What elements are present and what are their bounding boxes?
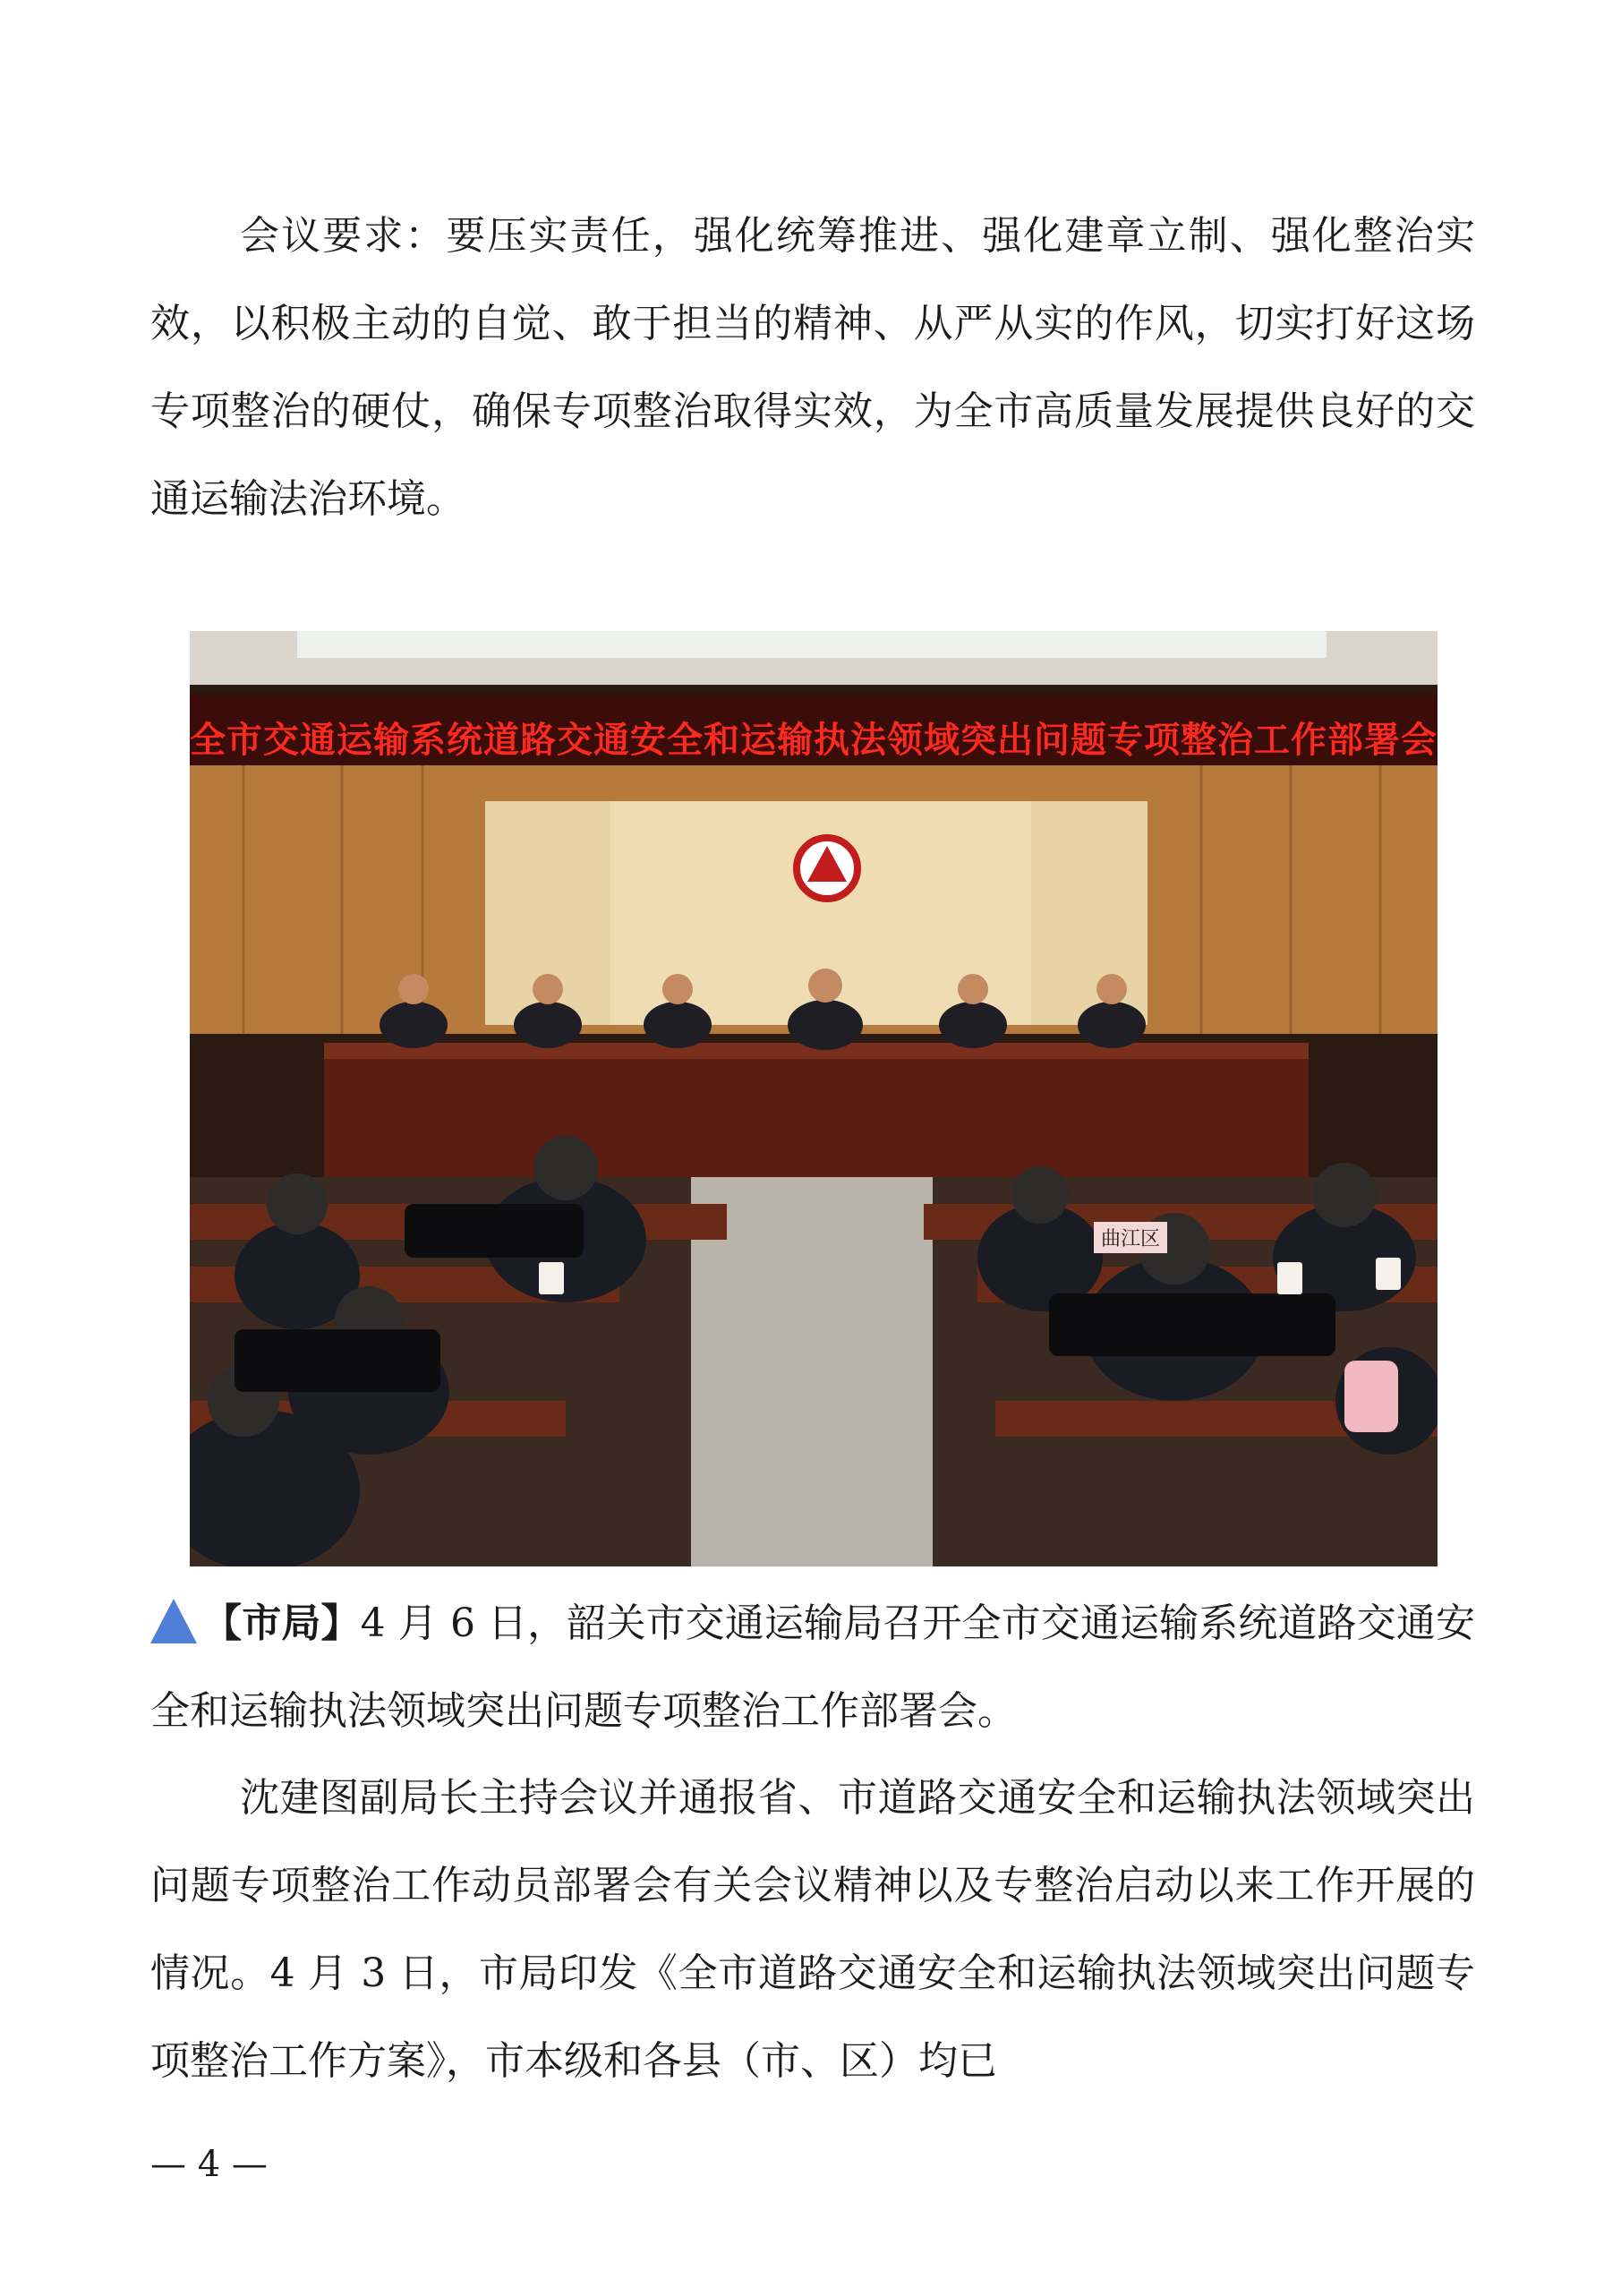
banner-title: 全市交通运输系统道路交通安全和运输执法领域突出问题专项整治工作部署会 (190, 720, 1438, 761)
body-paragraph-report: 沈建图副局长主持会议并通报省、市道路交通安全和运输执法领域突出问题专项整治工作动员部署会有关会议精神以及专整治启动以来工作开展的情况。4 月 3 日，市局印发《全市道路交通安全和运输执法领域突出问题专项整治工作方案》，市本级和各县（市、区）均已 (150, 1775, 1475, 2084)
caption-tag: 【市局】 (202, 1600, 361, 1646)
meeting-photo (190, 631, 1438, 1566)
body-paragraph-requirements: 会议要求：要压实责任，强化统筹推进、强化建章立制、强化整治实效，以积极主动的自觉、敢于担当的精神、从严从实的作风，切实打好这场专项整治的硬仗，确保专项整治取得实效，为全市高质量发展提供良好的交通运输法治环境。 (150, 213, 1475, 522)
meeting-photo-illustration (190, 631, 1438, 1566)
page-number: — 4 — (150, 2144, 268, 2185)
desk-sign: 曲江区 (1094, 1222, 1167, 1253)
triangle-marker-icon (150, 1599, 197, 1643)
caption-text: 4 月 6 日，韶关市交通运输局召开全市交通运输系统道路交通安全和运输执法领域突出问题专项整治工作部署会。 (150, 1600, 1476, 1734)
photo-caption (150, 1580, 1475, 1755)
